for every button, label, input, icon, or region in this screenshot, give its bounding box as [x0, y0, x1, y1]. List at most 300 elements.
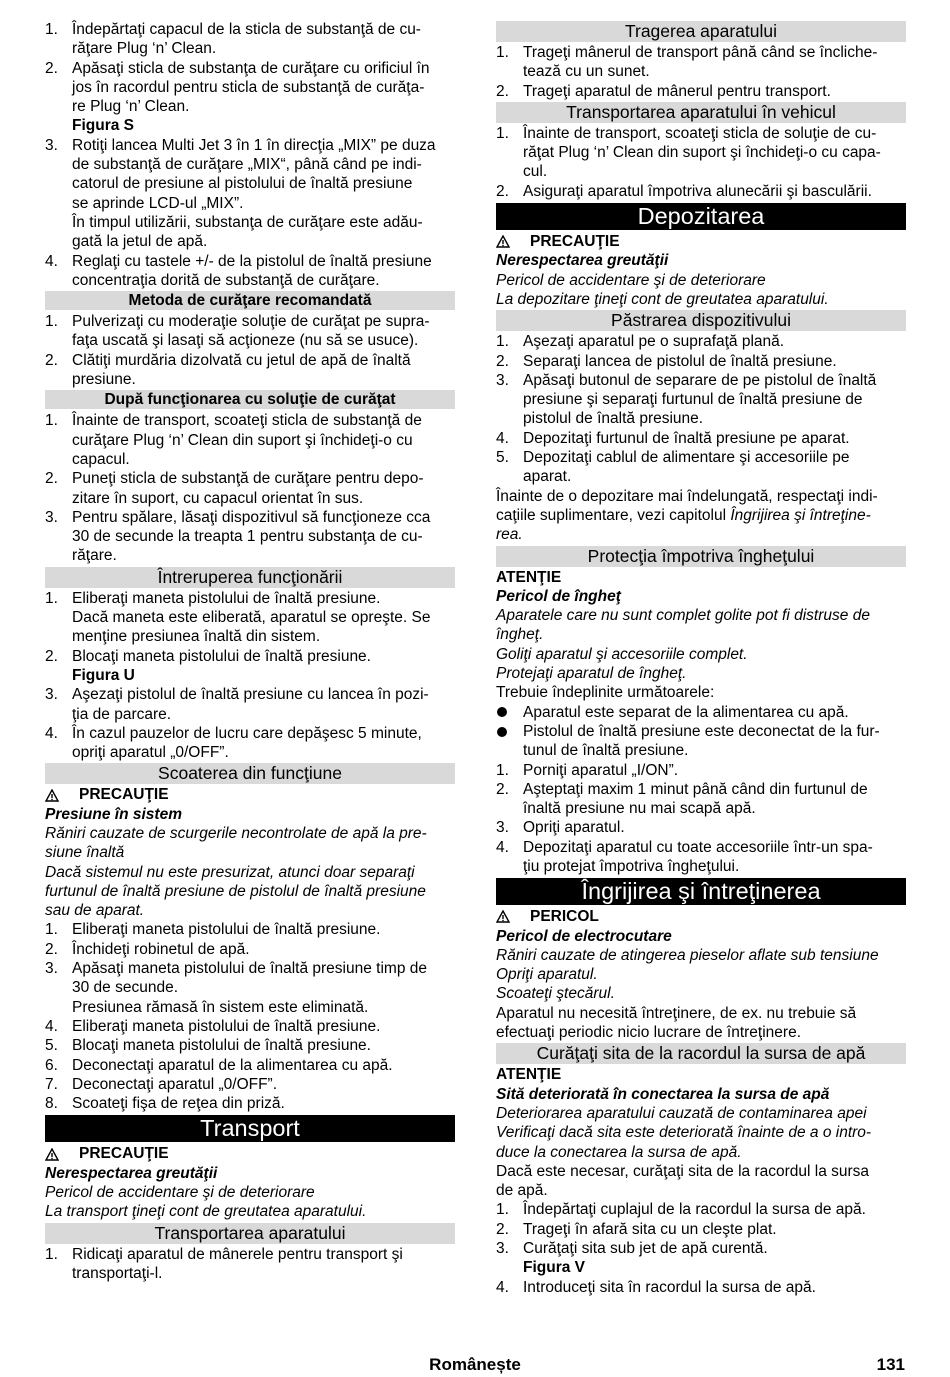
warning-title: Nerespectarea greutăţii: [496, 252, 669, 270]
step-number: 4.: [45, 1017, 58, 1035]
step-number: [45, 627, 72, 646]
step-number: 1.: [45, 921, 58, 939]
bullet-text: Pistolul de înaltă presiune este deconectat de la fur-: [523, 722, 880, 740]
step-text: Clătiţi murdăria dizolvată cu jetul de apă de înaltă: [72, 351, 411, 369]
step-number: 1.: [45, 1245, 58, 1263]
step-list: [45, 411, 455, 565]
step-text: Închideţi robinetul de apă.: [72, 940, 250, 958]
step-text: tează cu un sunet.: [523, 63, 650, 81]
list-item: [496, 390, 906, 409]
list-item: [496, 143, 906, 162]
step-text: Separaţi lancea de pistolul de înaltă presiune.: [523, 352, 837, 370]
step-number: 1.: [496, 44, 509, 61]
step-text: Apăsaţi maneta pistolului de înaltă presiune timp de: [72, 960, 427, 978]
list-item: [45, 1094, 455, 1113]
text-line: La transport ţineţi cont de greutatea aparatului.: [45, 1203, 367, 1221]
warning-title: Pericol de îngheţ: [496, 587, 621, 605]
section-heading: Păstrarea dispozitivului: [496, 310, 906, 331]
step-list: [496, 43, 906, 101]
section-heading: Întreruperea funcţionării: [45, 567, 455, 588]
step-number: 1.: [496, 333, 509, 351]
text-line: Opriţi aparatul.: [496, 966, 598, 984]
step-text: Înainte de transport, scoateţi sticla de soluţie de cu-: [523, 124, 877, 142]
figure-ref: Figura S: [72, 117, 135, 135]
list-item: [496, 124, 906, 143]
list-item: [45, 940, 455, 959]
warning-title: Sită deteriorată în conectarea la sursa de apă: [496, 1085, 830, 1103]
text-line: Protejaţi aparatul de îngheţ.: [496, 665, 687, 683]
page-number: 131: [876, 1355, 905, 1374]
list-item: [45, 174, 455, 193]
step-text: re Plug ‘n’ Clean.: [72, 98, 190, 116]
step-list: [496, 1200, 906, 1258]
list-item: [496, 182, 906, 201]
list-item: [45, 370, 455, 389]
list-item: [496, 448, 906, 467]
section-heading: Transportarea aparatului: [45, 1223, 455, 1244]
step-text: Aşteptaţi maxim 1 minut până când din furtunul de: [523, 780, 868, 798]
step-list: [45, 136, 455, 290]
list-item: [496, 82, 906, 101]
step-text: Opriţi aparatul.: [523, 819, 625, 837]
text-line: Dacă sistemul nu este presurizat, atunci doar separaţi: [45, 863, 415, 881]
step-text: Înainte de transport, scoateţi sticla de substanţă de: [72, 412, 422, 430]
step-number: [45, 489, 72, 508]
step-number: 1.: [496, 761, 509, 779]
step-text: zitare în suport, cu capacul orientat în sus.: [72, 489, 364, 507]
list-item: [45, 1036, 455, 1055]
step-number: 2.: [45, 470, 58, 488]
text-line: Pericol de accidentare şi de deteriorare: [45, 1184, 315, 1202]
list-item: [496, 1200, 906, 1219]
bullet-text: Aparatul este separat de la alimentarea cu apă.: [523, 703, 849, 721]
list-item: [45, 213, 455, 232]
requirements-intro: Trebuie îndeplinite următoarele:: [496, 684, 715, 702]
step-text: Scoateţi fişa de reţea din priză.: [72, 1095, 285, 1113]
warning-triangle-icon: [45, 1148, 79, 1161]
warning-text: PRECAUŢIE: [530, 233, 620, 251]
warning-text: PERICOL: [530, 908, 599, 926]
step-text: Aşezaţi aparatul pe o suprafaţă plană.: [523, 333, 785, 351]
step-number: 2.: [45, 59, 58, 77]
warning-body: [496, 1104, 906, 1162]
bullet-item: [496, 703, 906, 722]
step-number: 6.: [45, 1056, 58, 1074]
list-item: [45, 685, 455, 704]
step-number: 2.: [45, 940, 58, 958]
list-item: [45, 155, 455, 174]
bullet-list: [496, 703, 906, 761]
figure-ref: Figura V: [523, 1259, 586, 1277]
step-text: înaltă presiune nu mai scapă apă.: [523, 800, 756, 818]
warning-body: [496, 946, 906, 1004]
step-number: [496, 390, 523, 409]
list-item: [45, 331, 455, 350]
bullet-item: [496, 722, 906, 741]
list-item: [45, 78, 455, 97]
list-item: [45, 97, 455, 116]
step-text: capacul.: [72, 450, 130, 468]
text-line: furtunul de înaltă presiune de pistolul de înaltă presiune: [45, 882, 426, 900]
step-text: Porniţi aparatul „I/ON”.: [523, 761, 679, 779]
step-number: 2.: [496, 182, 509, 200]
step-number: 3.: [45, 136, 58, 154]
step-text: răţat Plug ‘n’ Clean din suport şi închideţi-o cu capa-: [523, 144, 881, 162]
step-list: [45, 312, 455, 389]
note-text: [496, 506, 906, 525]
step-text: Curăţaţi sita sub jet de apă curentă.: [523, 1240, 768, 1258]
chapter-reference: Îngrijirea şi întreţine-: [730, 506, 871, 524]
step-number: [45, 39, 72, 58]
step-text: Trageţi mânerul de transport până când se încliche-: [523, 44, 878, 61]
step-number: [45, 743, 72, 762]
list-item: [45, 59, 455, 78]
list-item: [496, 429, 906, 448]
list-item: [496, 838, 906, 857]
step-text: curăţare Plug ‘n’ Clean din suport şi închideţi-o cu: [72, 431, 413, 449]
step-number: 3.: [496, 371, 509, 389]
step-text: Presiunea rămasă în sistem este eliminată.: [72, 998, 369, 1016]
step-number: 4.: [45, 724, 58, 742]
list-item: [496, 818, 906, 837]
step-number: [45, 705, 72, 724]
step-number: 1.: [496, 124, 509, 142]
text-line: efectuaţi periodic nicio lucrare de întreţinere.: [496, 1024, 801, 1042]
step-number: [45, 97, 72, 116]
warning-title: Pericol de electrocutare: [496, 927, 672, 945]
text-line: Goliţi aparatul şi accesoriile complet.: [496, 645, 748, 663]
step-number: [45, 271, 72, 290]
step-number: 2.: [496, 1220, 509, 1238]
step-text: În cazul pauzelor de lucru care depăşesc 5 minute,: [72, 724, 422, 742]
list-item: [45, 589, 455, 608]
bullet-dot-icon: [497, 707, 507, 717]
step-number: [45, 527, 72, 546]
step-text: Apăsaţi butonul de separare de pe pistolul de înaltă: [523, 371, 877, 389]
section-heading: Protecţia împotriva îngheţului: [496, 546, 906, 567]
list-item: [496, 467, 906, 486]
list-item: [45, 647, 455, 666]
text-line: Răniri cauzate de atingerea pieselor aflate sub tensiune: [496, 946, 879, 964]
step-number: [45, 978, 72, 997]
list-item: [45, 1264, 455, 1283]
step-text: Introduceţi sita în racordul la sursa de apă.: [523, 1278, 816, 1296]
step-number: 4.: [496, 429, 509, 447]
step-text: 30 de secunde.: [72, 979, 179, 997]
step-text: cul.: [523, 163, 548, 181]
step-number: [45, 998, 72, 1017]
step-text: Îndepărtaţi cuplajul de la racordul la sursa de apă.: [523, 1201, 866, 1219]
warning-text: PRECAUŢIE: [79, 1145, 169, 1163]
step-number: [496, 143, 523, 162]
step-number: 5.: [496, 449, 509, 467]
step-number: 8.: [45, 1095, 58, 1113]
list-item: [496, 857, 906, 876]
footer-language: Românește: [429, 1355, 521, 1374]
step-number: [45, 608, 72, 627]
list-item: [496, 780, 906, 799]
step-number: [496, 857, 523, 876]
step-text: presiune şi separaţi furtunul de înaltă presiune de: [523, 391, 863, 409]
step-text: Eliberaţi maneta pistolului de înaltă presiune.: [72, 1017, 381, 1035]
step-text: de substanţă de curăţare „MIX“, până când pe indi-: [72, 156, 422, 174]
bullet-icon: [496, 703, 523, 722]
step-number: 1.: [45, 589, 58, 607]
step-number: 3.: [45, 960, 58, 978]
text-line: Dacă este necesar, curăţaţi sita de la racordul la sursa: [496, 1162, 870, 1180]
warning-title: Nerespectarea greutăţii: [45, 1164, 218, 1182]
step-number: 1.: [45, 412, 58, 430]
step-number: 2.: [496, 352, 509, 370]
list-item: [45, 20, 455, 39]
step-text: jos în racordul pentru sticla de substanţă de curăţa-: [72, 78, 425, 96]
warning-triangle-icon: [45, 789, 79, 802]
attention-label: ATENŢIE: [496, 1066, 562, 1084]
attention-label: ATENŢIE: [496, 568, 562, 586]
step-number: 1.: [496, 1201, 509, 1219]
step-number: [45, 155, 72, 174]
step-list: [496, 761, 906, 877]
step-text: ţia de parcare.: [72, 705, 172, 723]
step-text: aparat.: [523, 468, 572, 486]
list-item: [496, 761, 906, 780]
step-number: [45, 370, 72, 389]
list-item: [45, 232, 455, 251]
list-item: [45, 743, 455, 762]
step-text: Reglaţi cu tastele +/- de la pistolul de înaltă presiune: [72, 252, 432, 270]
text-line: de apă.: [496, 1182, 548, 1200]
step-list: [45, 685, 455, 762]
warning-body: [496, 606, 906, 683]
text-line: Aparatele care nu sunt complet golite pot fi distruse de: [496, 607, 870, 625]
step-number: 3.: [45, 508, 58, 526]
text-line: siune înaltă: [45, 844, 125, 862]
left-column: [45, 20, 455, 1283]
warning-label: [45, 1144, 455, 1163]
step-text: Eliberaţi maneta pistolului de înaltă presiune.: [72, 921, 381, 939]
step-text: Asiguraţi aparatul împotriva alunecării şi basculării.: [523, 182, 872, 200]
list-item: [45, 271, 455, 290]
warning-title: Presiune în sistem: [45, 805, 182, 823]
step-text: Deconectaţi aparatul „0/OFF”.: [72, 1075, 278, 1093]
list-item: [45, 920, 455, 939]
step-text: Rotiţi lancea Multi Jet 3 în 1 în direcţia „MIX” pe duza: [72, 136, 436, 154]
step-number: [45, 331, 72, 350]
warning-label: [45, 785, 455, 804]
text-line: Pericol de accidentare şi de deteriorare: [496, 271, 766, 289]
text-line: Deteriorarea aparatului cauzată de contaminarea apei: [496, 1104, 867, 1122]
step-text: Depozitaţi cablul de alimentare şi accesoriile pe: [523, 449, 850, 467]
bullet-text: tunul de înaltă presiune.: [523, 742, 689, 760]
note-text-part: caţiile suplimentare, vezi capitolul: [496, 506, 731, 524]
step-number: 2.: [496, 780, 509, 798]
list-item: [45, 252, 455, 271]
list-item: [496, 332, 906, 351]
step-text: gată la jetul de apă.: [72, 233, 208, 251]
step-list: [45, 920, 455, 1113]
step-number: [45, 78, 72, 97]
text-line: La depozitare ţineţi cont de greutatea aparatului.: [496, 290, 829, 308]
step-text: Pulverizaţi cu moderaţie soluţie de curăţat pe supra-: [72, 313, 430, 331]
step-list: [496, 1278, 906, 1297]
list-item: [45, 978, 455, 997]
section-heading: Transportarea aparatului în vehicul: [496, 102, 906, 123]
list-item: [45, 312, 455, 331]
step-text: Blocaţi maneta pistolului de înaltă presiune.: [72, 1037, 371, 1055]
step-list: [496, 124, 906, 201]
list-item: [45, 527, 455, 546]
warning-body: [45, 1183, 455, 1222]
chapter-heading: Transport: [45, 1115, 455, 1142]
step-text: Pentru spălare, lăsaţi dispozitivul să funcţioneze cca: [72, 508, 431, 526]
step-number: [496, 162, 523, 181]
step-text: Deconectaţi aparatul de la alimentarea cu apă.: [72, 1056, 393, 1074]
list-item: [45, 351, 455, 370]
step-text: pistolul de înaltă presiune.: [523, 410, 704, 428]
step-number: 1.: [45, 313, 58, 331]
step-text: Depozitaţi aparatul cu toate accesoriile într-un spa-: [523, 838, 873, 856]
step-text: Blocaţi maneta pistolului de înaltă presiune.: [72, 647, 371, 665]
step-number: 3.: [45, 686, 58, 704]
chapter-heading: Depozitarea: [496, 203, 906, 230]
step-number: [496, 799, 523, 818]
list-item: [496, 162, 906, 181]
step-text: Trageţi în afară sita cu un cleşte plat.: [523, 1220, 777, 1238]
text-line: sau de aparat.: [45, 902, 145, 920]
text-line: Aparatul nu necesită întreţinere, de ex. nu trebuie să: [496, 1004, 857, 1022]
step-text: opriţi aparatul „0/OFF”.: [72, 744, 229, 762]
warning-triangle-icon: [496, 235, 530, 248]
step-list: [45, 1245, 455, 1284]
step-list: [45, 589, 455, 666]
section-heading: Metoda de curăţare recomandată: [45, 291, 455, 310]
list-item: [45, 959, 455, 978]
step-text: ţiu protejat împotriva îngheţului.: [523, 857, 740, 875]
chapter-reference: rea.: [496, 526, 523, 544]
step-number: [45, 213, 72, 232]
bullet-dot-icon: [497, 727, 507, 737]
step-number: [45, 431, 72, 450]
step-number: 7.: [45, 1075, 58, 1093]
list-item: [496, 62, 906, 81]
list-item: [45, 450, 455, 469]
text-line: Scoateţi ştecărul.: [496, 985, 615, 1003]
step-number: 5.: [45, 1037, 58, 1055]
section-heading: Tragerea aparatului: [496, 21, 906, 42]
section-heading: Curăţaţi sita de la racordul la sursa de apă: [496, 1043, 906, 1064]
list-item: [496, 409, 906, 428]
list-item: [45, 194, 455, 213]
note-text: Înainte de o depozitare mai îndelungată, respectaţi indi-: [496, 487, 878, 505]
step-text: Ridicaţi aparatul de mânerele pentru transport şi: [72, 1245, 403, 1263]
step-text: Depozitaţi furtunul de înaltă presiune pe aparat.: [523, 429, 850, 447]
warning-body: [45, 824, 455, 920]
list-item: [45, 411, 455, 430]
step-text: Apăsaţi sticla de substanţa de curăţare cu orificiul în: [72, 59, 430, 77]
warning-triangle-icon: [496, 910, 530, 923]
chapter-heading: Îngrijirea şi întreţinerea: [496, 878, 906, 905]
list-item: [45, 1075, 455, 1094]
step-text: Eliberaţi maneta pistolului de înaltă presiune.: [72, 589, 381, 607]
step-number: [45, 174, 72, 193]
list-item: [45, 39, 455, 58]
step-number: [45, 194, 72, 213]
list-item: [45, 508, 455, 527]
text-line: Verificaţi dacă sita este deteriorată înainte de a o intro-: [496, 1124, 872, 1142]
list-item: [45, 1017, 455, 1036]
list-item: [45, 546, 455, 565]
section-heading: Scoaterea din funcţiune: [45, 763, 455, 784]
step-number: 4.: [45, 252, 58, 270]
step-number: 4.: [496, 838, 509, 856]
list-item: [496, 1220, 906, 1239]
list-item: [496, 799, 906, 818]
body-text: [496, 1004, 906, 1043]
list-item: [45, 1056, 455, 1075]
step-text: În timpul utilizării, substanţa de curăţare este adău-: [72, 213, 423, 231]
step-text: Aşezaţi pistolul de înaltă presiune cu lancea în pozi-: [72, 686, 429, 704]
list-item: [45, 608, 455, 627]
list-item: [45, 724, 455, 743]
list-item: [45, 998, 455, 1017]
step-text: răţare Plug ‘n’ Clean.: [72, 40, 217, 58]
warning-text: PRECAUŢIE: [79, 786, 169, 804]
step-text: Dacă maneta este eliberată, aparatul se opreşte. Se: [72, 609, 431, 627]
body-text: [496, 1162, 906, 1201]
step-text: menţine presiunea înaltă din sistem.: [72, 628, 321, 646]
list-item: [496, 1278, 906, 1297]
step-list: [496, 332, 906, 486]
step-text: Îndepărtaţi capacul de la sticla de substanţă de cu-: [72, 21, 421, 38]
step-text: răţare.: [72, 547, 117, 565]
text-line: îngheţ.: [496, 626, 544, 644]
step-number: [496, 62, 523, 81]
step-text: faţa uscată şi lasaţi să acţioneze (nu să se usuce).: [72, 332, 419, 350]
list-item: [496, 43, 906, 62]
list-item: [496, 352, 906, 371]
list-item: [45, 431, 455, 450]
step-text: transportaţi-l.: [72, 1264, 163, 1282]
step-number: [45, 1264, 72, 1283]
list-item: [45, 1245, 455, 1264]
warning-label: [496, 907, 906, 926]
step-number: [45, 546, 72, 565]
step-number: 2.: [45, 351, 58, 369]
step-number: [496, 409, 523, 428]
step-text: se aprinde LCD-ul „MIX”.: [72, 194, 244, 212]
bullet-icon: [496, 722, 523, 741]
step-number: 2.: [45, 647, 58, 665]
list-item: [45, 627, 455, 646]
step-text: Puneţi sticla de substanţă de curăţare pentru depo-: [72, 470, 424, 488]
step-number: [45, 450, 72, 469]
step-text: 30 de secunde la treapta 1 pentru substanţa de cu-: [72, 528, 423, 546]
bullet-icon: [496, 741, 523, 760]
section-heading: După funcţionarea cu soluţie de curăţat: [45, 390, 455, 409]
step-number: 1.: [45, 21, 58, 38]
warning-body: [496, 271, 906, 310]
step-text: presiune.: [72, 371, 136, 389]
step-text: concentraţia dorită de substanţă de curăţare.: [72, 271, 380, 289]
list-item: [45, 469, 455, 488]
step-number: 3.: [496, 1240, 509, 1258]
step-number: 4.: [496, 1278, 509, 1296]
step-number: [45, 232, 72, 251]
right-column: [496, 20, 906, 1297]
step-number: 2.: [496, 82, 509, 100]
warning-label: [496, 232, 906, 251]
bullet-item: [496, 741, 906, 760]
